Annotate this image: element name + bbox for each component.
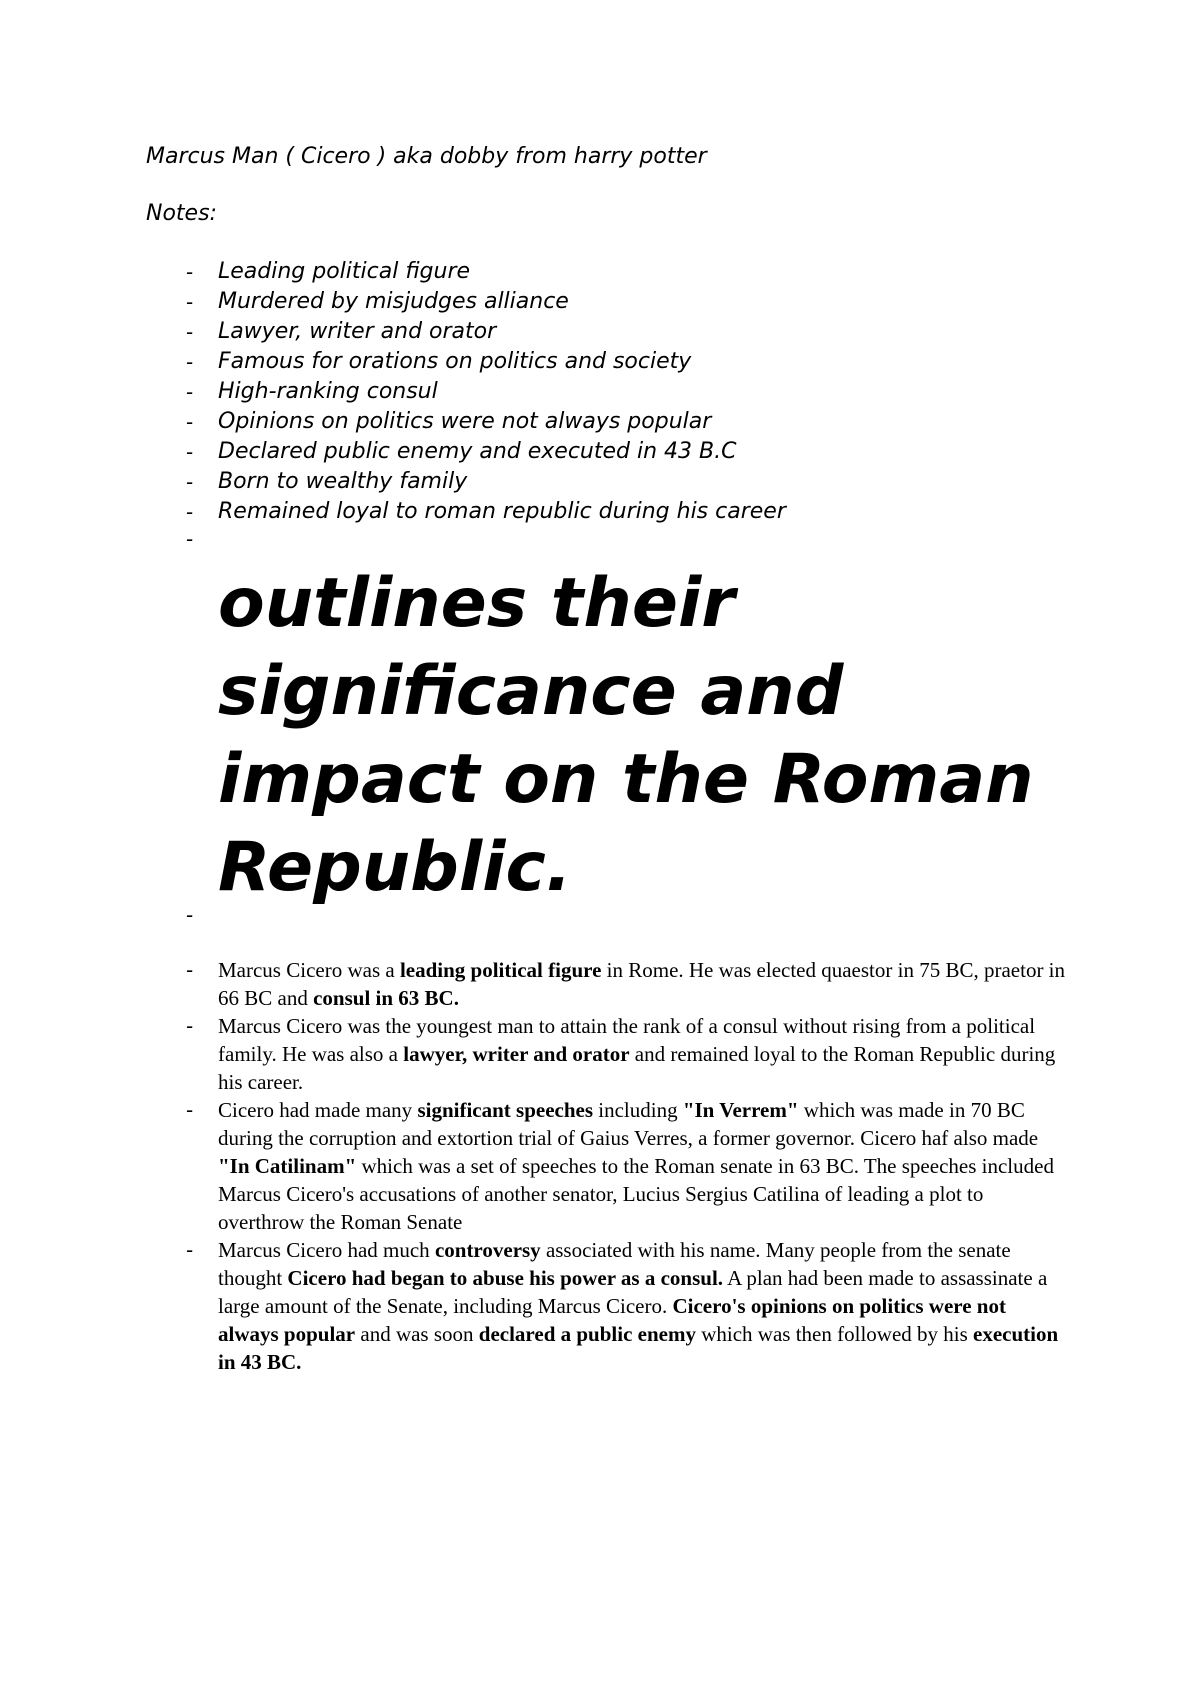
bold-run: declared a public enemy bbox=[478, 1322, 696, 1346]
bold-run: consul in 63 BC. bbox=[313, 986, 459, 1010]
list-item bbox=[186, 407, 786, 437]
text-run: A plan had been made to assassinate a large amount of the Senate, including Marcus Cicero. bbox=[218, 1266, 1048, 1318]
text-run: which was then followed by his bbox=[695, 1322, 974, 1346]
note-text: Declared public enemy and executed in 43 B.C bbox=[218, 439, 737, 464]
note-text: High-ranking consul bbox=[218, 379, 438, 404]
text-run: which was a set of speeches to the Roman senate in 63 BC. The speeches included Marcus Cicero's accusations of another senator, Lucius Sergius Catilina of leading a plot to overthrow the Roman Senate bbox=[218, 1154, 1054, 1234]
bold-run: Cicero's opinions on politics were not always popular bbox=[218, 1294, 1006, 1346]
note-text: Born to wealthy family bbox=[218, 469, 468, 494]
bold-run: lawyer, writer and orator bbox=[403, 1042, 630, 1066]
bullet-dash: - bbox=[186, 380, 194, 404]
note-text: Murdered by misjudges alliance bbox=[218, 289, 569, 314]
text-run: Marcus Cicero was the youngest man to attain the rank of a consul without rising from a political family. He was also a bbox=[218, 1014, 1036, 1066]
bullet-dash: - bbox=[186, 260, 194, 284]
list-item bbox=[186, 437, 786, 467]
note-text: Leading political figure bbox=[218, 259, 471, 284]
paragraph-item bbox=[186, 1236, 1066, 1376]
notes-label: Notes: bbox=[146, 201, 217, 226]
bullet-dash: - bbox=[186, 1098, 194, 1122]
paragraph-text bbox=[218, 1238, 1058, 1374]
text-run: Cicero had made many bbox=[218, 1098, 418, 1122]
paragraph-text bbox=[218, 1098, 1054, 1234]
bold-run: significant speeches bbox=[417, 1098, 594, 1122]
note-text: Opinions on politics were not always popular bbox=[218, 409, 712, 434]
bullet-dash: - bbox=[186, 290, 194, 314]
bullet-dash: - bbox=[186, 500, 194, 524]
bold-run: Cicero had began to abuse his power as a consul. bbox=[287, 1266, 724, 1290]
empty-bullet-dash: - bbox=[186, 527, 194, 551]
list-item bbox=[186, 347, 786, 377]
bullet-dash: - bbox=[186, 1238, 194, 1262]
bold-run: controversy bbox=[434, 1238, 541, 1262]
text-run: which was made in 70 BC during the corruption and extortion trial of Gaius Verres, a former governor. Cicero haf also made bbox=[218, 1098, 1039, 1150]
bullet-dash: - bbox=[186, 320, 194, 344]
bullet-dash: - bbox=[186, 440, 194, 464]
bold-run: execution in 43 BC. bbox=[218, 1322, 1059, 1374]
paragraph-list bbox=[186, 956, 1066, 1376]
bullet-dash: - bbox=[186, 350, 194, 374]
empty-bullet-dash: - bbox=[186, 903, 194, 927]
bold-run: leading political figure bbox=[399, 958, 602, 982]
list-item bbox=[186, 317, 786, 347]
bold-run: "In Catilinam" bbox=[218, 1154, 357, 1178]
document-title: Marcus Man ( Cicero ) aka dobby from harry potter bbox=[146, 144, 707, 169]
list-item bbox=[186, 377, 786, 407]
bullet-dash: - bbox=[186, 958, 194, 982]
paragraph-text bbox=[218, 958, 1065, 1010]
text-run: and was soon bbox=[355, 1322, 479, 1346]
text-run: Marcus Cicero had much bbox=[218, 1238, 435, 1262]
bullet-dash: - bbox=[186, 410, 194, 434]
paragraph-text bbox=[218, 1014, 1055, 1094]
note-text: Lawyer, writer and orator bbox=[218, 319, 497, 344]
text-run: Marcus Cicero was a bbox=[218, 958, 400, 982]
text-run: and remained loyal to the Roman Republic during his career. bbox=[218, 1042, 1056, 1094]
bullet-dash: - bbox=[186, 470, 194, 494]
list-item bbox=[186, 467, 786, 497]
text-run: including bbox=[593, 1098, 683, 1122]
large-heading: outlines their significance and impact on the Roman Republic. bbox=[218, 564, 1034, 907]
note-text: Famous for orations on politics and society bbox=[218, 349, 692, 374]
note-text: Remained loyal to roman republic during his career bbox=[218, 499, 786, 524]
paragraph-item bbox=[186, 1096, 1066, 1236]
bold-run: "In Verrem" bbox=[682, 1098, 799, 1122]
paragraph-item bbox=[186, 956, 1066, 1012]
text-run: in Rome. He was elected quaestor in 75 BC, praetor in 66 BC and bbox=[218, 958, 1066, 1010]
list-item bbox=[186, 257, 786, 287]
list-item bbox=[186, 497, 786, 527]
notes-list bbox=[186, 257, 786, 527]
text-run: associated with his name. Many people from the senate thought bbox=[218, 1238, 1011, 1290]
bullet-dash: - bbox=[186, 1014, 194, 1038]
list-item bbox=[186, 287, 786, 317]
paragraph-item bbox=[186, 1012, 1066, 1096]
